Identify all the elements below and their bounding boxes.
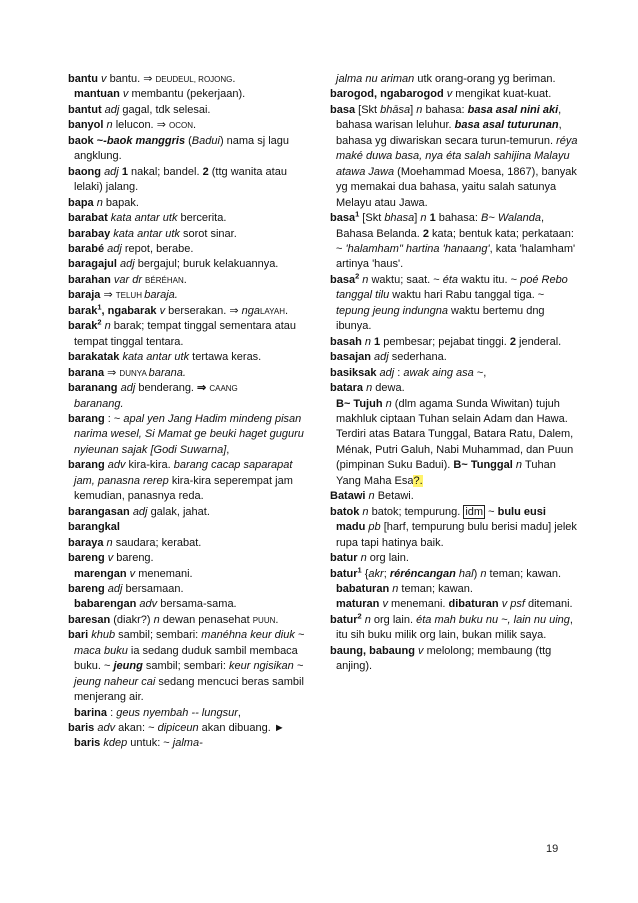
entry-text: baraya: [68, 536, 107, 549]
entry-text: ► baris: [74, 722, 285, 750]
entry-text: 2: [422, 227, 433, 240]
entry-text: (dlm agama Sunda Wiwitan) tujuh makhluk ciptaan Tuhan selain Adam dan Hawa. Terdiri atas Batara Tunggal, Batara Ratu, Dalem, Ménak, Putri Galuh, Nabi Muhammad, dan Puun (pimpinan Suku Badui).: [336, 397, 574, 472]
entry-text: khub: [91, 629, 119, 642]
entry-text: B~ Tunggal: [453, 459, 516, 472]
entry-text: benderang.: [138, 382, 198, 395]
entry-text: bantu: [68, 73, 101, 85]
entry-text: baragajul: [68, 258, 120, 271]
entry-text: , ngabarak: [101, 304, 160, 317]
entry-text: ]: [414, 212, 421, 225]
entry-text: bari: [68, 629, 92, 642]
entry-text: dewan penasehat: [162, 613, 253, 626]
entry-text: kdep: [103, 737, 131, 750]
entry-text: 1: [357, 564, 362, 574]
entry-text: ;: [383, 567, 390, 580]
entry-text: v: [101, 73, 110, 85]
dictionary-entry: [330, 644, 578, 675]
entry-text: apal yen Jang Hadim mindeng pisan narima wesel, Si Mamat ge beuki haget guguru nyieunan sajak: [74, 412, 304, 456]
dictionary-entry: [68, 288, 308, 303]
dictionary-subentry: [68, 397, 308, 412]
entry-text: bareng: [68, 552, 108, 565]
entry-text: n: [515, 459, 526, 472]
dictionary-subentry: [68, 87, 308, 102]
entry-text: .: [183, 273, 187, 286]
dictionary-entry: [330, 551, 578, 566]
dictionary-entry: [330, 273, 578, 335]
entry-text: batur: [330, 552, 361, 565]
entry-text: adj: [374, 351, 392, 364]
entry-text: tepung jeung indungna: [336, 304, 451, 317]
entry-text: melolong; membaung (ttg anjing).: [336, 644, 552, 673]
entry-text: awak aing asa: [403, 366, 477, 379]
entry-text: ditemani.: [527, 598, 573, 611]
dictionary-entry: [68, 134, 308, 165]
dictionary-entry: [68, 520, 308, 535]
dictionary-entry: [330, 103, 578, 211]
dictionary-entry: [330, 564, 578, 582]
entry-text: baris: [68, 722, 98, 735]
entry-text: dibaturan: [448, 598, 502, 611]
dictionary-entry: [330, 87, 578, 102]
entry-text: n: [101, 320, 114, 333]
entry-text: ) nama sj lagu angklung.: [74, 134, 290, 163]
entry-text: bantu.: [109, 73, 144, 85]
entry-text: bhāsa: [380, 103, 411, 116]
entry-text: n: [392, 582, 402, 595]
dictionary-entry: [68, 72, 308, 87]
entry-text: pb: [368, 521, 384, 534]
entry-text: ⇒: [197, 382, 210, 395]
entry-text: .: [285, 304, 289, 317]
entry-text: v: [382, 598, 392, 611]
entry-text: sederhana.: [391, 351, 447, 364]
entry-text: OCON: [168, 121, 193, 131]
dictionary-entry: [68, 628, 308, 705]
entry-text: ~,: [476, 366, 487, 379]
entry-text: galak, jahat.: [150, 505, 210, 518]
entry-text: , itu sih buku milik org lain, bukan milik saya.: [336, 613, 573, 642]
entry-text: , Bahasa Belanda.: [336, 212, 545, 240]
entry-text: barangkal: [68, 521, 120, 534]
entry-text: menemani.: [391, 598, 449, 611]
entry-text: basa: [330, 273, 356, 286]
entry-text: barina: [74, 706, 111, 719]
entry-text: n: [480, 567, 490, 580]
entry-text: pembesar; pejabat tinggi.: [383, 335, 510, 348]
entry-text: n: [366, 382, 376, 395]
entry-text: , bahasa warisan leluhur.: [336, 103, 562, 132]
entry-text: n: [420, 212, 430, 225]
entry-text: akan dibuang.: [201, 722, 274, 735]
entry-text: bercerita.: [180, 212, 227, 225]
dictionary-entry: [68, 721, 308, 752]
entry-text: waktu bertemu dng ibunya.: [336, 304, 545, 333]
entry-text: ⇒: [143, 73, 156, 85]
entry-text: gagal, tdk selesai.: [122, 103, 211, 116]
entry-text: baranang.: [74, 397, 124, 410]
entry-text: LAYAH: [259, 306, 285, 316]
dictionary-entry: [68, 412, 308, 458]
entry-text: basa asal nini aki: [467, 103, 559, 116]
entry-text: v: [129, 567, 139, 580]
entry-text: adv: [107, 459, 129, 472]
entry-text: (: [188, 134, 192, 147]
entry-text: repot, berabe.: [124, 242, 194, 255]
entry-text: tertawa keras.: [192, 351, 262, 364]
dictionary-entry: [68, 257, 308, 272]
entry-text: 1: [121, 165, 131, 178]
entry-text: baraja.: [144, 289, 178, 302]
entry-text: Badui: [191, 134, 220, 147]
entry-text: barang cacap saparapat jam, panasna rerep: [74, 459, 293, 487]
entry-text: v: [418, 644, 427, 657]
entry-text: barogod, ngabarogod: [330, 88, 447, 101]
entry-text: ): [473, 567, 481, 580]
dictionary-entry: [330, 211, 578, 273]
entry-text: éta mah buku nu ~, lain nu uing: [416, 613, 570, 626]
entry-text: ]: [410, 103, 417, 116]
entry-text: éta: [442, 273, 462, 286]
entry-text: baranang: [68, 382, 121, 395]
entry-text: 2: [202, 165, 212, 178]
entry-text: jalma nu ariman: [336, 73, 418, 85]
entry-text: -baok manggris: [103, 134, 189, 147]
entry-text: v psf: [501, 598, 528, 611]
entry-text: akr: [368, 567, 384, 580]
entry-text: baok ~: [68, 134, 104, 147]
entry-text: saudara; kerabat.: [115, 536, 202, 549]
entry-text: bersamaan.: [125, 582, 184, 595]
entry-text: basa: [330, 212, 356, 225]
entry-text: bulu eusi madu: [336, 505, 546, 534]
entry-text: n: [359, 273, 372, 286]
entry-text: mengikat kuat-kuat.: [455, 88, 552, 101]
entry-text: waktu; saat. ~: [371, 273, 443, 286]
entry-text: org lain.: [373, 613, 417, 626]
entry-text: .: [232, 73, 236, 85]
entry-text: (diakr?): [113, 613, 154, 626]
entry-text: adj: [107, 582, 126, 595]
entry-text: jalma-: [172, 737, 203, 750]
entry-text: 2: [509, 335, 520, 348]
entry-text: babarengan: [74, 598, 140, 611]
entry-text: lelucon.: [115, 119, 157, 132]
entry-text: barakatak: [68, 351, 123, 364]
entry-text: adj: [107, 242, 125, 255]
entry-text: B~ Tujuh: [336, 397, 386, 410]
dictionary-entry: [68, 196, 308, 211]
entry-text: adj: [104, 165, 122, 178]
entry-text: teman; kawan.: [401, 582, 473, 595]
dictionary-entry: [330, 366, 578, 381]
entry-text: kata antar utk: [122, 351, 193, 364]
dictionary-entry: [68, 551, 308, 566]
entry-text: poé Rebo tanggal tilu: [336, 273, 568, 302]
entry-text: kata antar utk: [110, 212, 181, 225]
entry-text: baung, babaung: [330, 644, 418, 657]
entry-text: :: [110, 706, 117, 719]
entry-text: barangasan: [68, 505, 133, 518]
entry-text: v: [122, 88, 132, 101]
entry-text: n: [385, 397, 395, 410]
entry-text: batok: [330, 505, 363, 518]
entry-text: sambil; sembari:: [145, 660, 229, 673]
entry-text: 2: [355, 271, 360, 281]
entry-text: .: [275, 613, 279, 626]
entry-text: kira-kira.: [128, 459, 174, 472]
entry-text: réréncangan: [389, 567, 459, 580]
entry-text: baong: [68, 165, 105, 178]
entry-text: réya maké duwa basa, nya éta salah sahijina Malayu atawa Jawa: [336, 134, 578, 178]
dictionary-entry: [330, 505, 578, 551]
entry-text: ~: [485, 505, 498, 518]
entry-text: var dr: [113, 273, 146, 286]
entry-text: org lain.: [369, 552, 409, 565]
entry-text: utk orang-orang yg beriman.: [417, 73, 556, 85]
entry-text: ⇒: [156, 119, 169, 132]
entry-text: B~ Walanda: [481, 212, 542, 225]
dictionary-entry: [68, 582, 308, 597]
entry-text: bahasa:: [425, 103, 468, 116]
entry-text: membantu (pekerjaan).: [131, 88, 246, 101]
entry-text: maturan: [336, 598, 383, 611]
entry-text: Betawi.: [377, 490, 414, 503]
entry-text: barana: [68, 366, 108, 379]
entry-text: baresan: [68, 613, 114, 626]
entry-text: barahan: [68, 273, 114, 286]
entry-text: n: [416, 103, 426, 116]
entry-text: 1: [97, 302, 102, 312]
entry-text: adv: [139, 598, 161, 611]
entry-text: basa: [330, 103, 359, 116]
entry-text: DEUDEUL, ROJONG: [155, 75, 233, 84]
entry-text: batara: [330, 382, 367, 395]
entry-text: teman; kawan.: [489, 567, 562, 580]
entry-text: DUNYA: [119, 368, 149, 378]
entry-text: idm: [465, 505, 484, 518]
entry-text: v: [107, 552, 117, 565]
entry-text: batur: [330, 613, 358, 626]
dictionary-subentry: [68, 597, 308, 612]
entry-text: kira-kira seperempat jam kemudian, panasnya reda.: [74, 474, 293, 503]
entry-text: dewa.: [375, 382, 405, 395]
dictionary-entry: [330, 350, 578, 365]
entry-text: bersama-sama.: [160, 598, 237, 611]
entry-text: TELUH: [115, 291, 145, 301]
entry-text: bahasa:: [438, 212, 481, 225]
entry-text: n: [360, 552, 370, 565]
entry-text: untuk: ~: [130, 737, 173, 750]
entry-text: :: [397, 366, 404, 379]
entry-text: bareng.: [116, 552, 154, 565]
entry-text: waktu hari Rabu tanggal tiga. ~: [392, 289, 545, 302]
entry-text: geus nyembah -- lungsur: [116, 706, 238, 719]
dictionary-entry: [68, 118, 308, 133]
entry-text: v: [446, 88, 456, 101]
dictionary-subentry: [68, 706, 308, 721]
entry-text: batok; tempurung.: [371, 505, 464, 518]
entry-text: barang: [68, 459, 108, 472]
dictionary-entry: [68, 366, 308, 381]
entry-text: [Godi Suwarna]: [150, 443, 227, 456]
dictionary-entry: [68, 350, 308, 365]
dictionary-subentry: [330, 397, 578, 490]
entry-text: barabay: [68, 227, 114, 240]
dictionary-entry: [68, 381, 308, 396]
entry-text: {: [361, 567, 369, 580]
entry-text: basah: [330, 335, 365, 348]
entry-text: marengan: [74, 567, 130, 580]
entry-text: adj: [120, 382, 139, 395]
entry-text: v: [159, 304, 169, 317]
dictionary-entry: [68, 211, 308, 226]
page-number: 19: [546, 843, 559, 855]
entry-text: barabat: [68, 212, 111, 225]
entry-text: bergajul; buruk kelakuannya.: [137, 258, 279, 271]
entry-text: Batawi: [330, 490, 369, 503]
entry-text: adj: [119, 258, 138, 271]
dictionary-entry: [330, 335, 578, 350]
entry-text: PUUN: [252, 615, 276, 625]
entry-text: n: [106, 119, 116, 132]
entry-text: 2: [97, 317, 102, 327]
entry-text: bapa: [68, 196, 97, 209]
entry-text: n: [361, 613, 374, 626]
entry-text: barang: [68, 412, 108, 425]
entry-text: [harf, tempurung bulu berisi madu] jelek rupa tapi hatinya baik.: [336, 521, 577, 549]
entry-text: sorot sinar.: [182, 227, 237, 240]
entry-text: Tuhan Yang Maha Esa: [336, 459, 556, 487]
entry-text: ia sedang duduk sambil membaca buku. ~: [74, 644, 298, 673]
dictionary-subentry: [68, 567, 308, 582]
dictionary-entry: [68, 103, 308, 118]
entry-text: ⇒: [103, 289, 116, 302]
entry-text: barak: [68, 320, 98, 333]
left-column: [68, 72, 308, 752]
entry-text: waktu itu. ~: [461, 273, 521, 286]
entry-text: keur ngisikan ~ jeung naheur cai: [74, 660, 304, 688]
entry-text: ,: [226, 443, 230, 456]
entry-text: adv: [97, 722, 119, 735]
entry-text: 1: [374, 335, 384, 348]
entry-text: jenderal.: [519, 335, 562, 348]
entry-text: [Skt: [358, 103, 381, 116]
entry-text: 1: [429, 212, 439, 225]
entry-text: mantuan: [74, 88, 123, 101]
entry-text: , kata 'halamham' artinya 'haus'.: [336, 242, 576, 271]
entry-text: jeung: [113, 660, 146, 673]
entry-text: manéhna keur diuk ~ maca buku: [74, 629, 305, 657]
entry-text: n: [368, 490, 378, 503]
dictionary-entry: [68, 536, 308, 551]
entry-text: adj: [104, 103, 123, 116]
dictionary-subentry: [330, 582, 578, 597]
entry-text: bapak.: [105, 196, 139, 209]
entry-text: barana.: [148, 366, 186, 379]
entry-text: (Moehammad Moesa, 1867), banyak yg memakai dua bahasa, yaitu salah satunya Melayu atau Jawa.: [336, 165, 577, 209]
dictionary-subentry: [330, 597, 578, 612]
entry-text: .: [192, 119, 197, 132]
entry-text: barabé: [68, 242, 108, 255]
entry-text: , bahasa yg diwariskan secara turun-temurun.: [336, 119, 562, 147]
entry-text: [Skt: [359, 212, 385, 225]
entry-text: menemani.: [138, 567, 193, 580]
dictionary-entry: [68, 227, 308, 242]
entry-text: akan: ~: [118, 722, 158, 735]
entry-text: : ~: [107, 412, 124, 425]
dictionary-subentry: [330, 72, 578, 87]
dictionary-entry: [330, 381, 578, 396]
entry-text: sedang mencuci beras sambil menjerang air.: [74, 675, 304, 704]
entry-text: nga: [241, 304, 260, 317]
entry-text: (ttg wanita atau lelaki) jalang.: [74, 165, 287, 194]
entry-text: n: [96, 196, 106, 209]
dictionary-entry: [68, 242, 308, 257]
entry-text: basa asal tuturunan: [454, 119, 559, 132]
entry-text: bantut: [68, 103, 105, 116]
entry-text: berserakan. ⇒: [168, 304, 242, 317]
entry-text: basajan: [330, 351, 375, 364]
entry-text: n: [106, 536, 116, 549]
dictionary-entry: [68, 165, 308, 196]
dictionary-entry: [68, 458, 308, 504]
entry-text: n: [362, 505, 372, 518]
right-column: [330, 72, 578, 675]
entry-text: sambil; sembari:: [118, 629, 202, 642]
entry-text: bareng: [68, 582, 108, 595]
entry-text: ⇒: [107, 366, 120, 379]
entry-text: n: [153, 613, 163, 626]
entry-text: kata; bentuk kata; perkataan: ~: [336, 227, 574, 255]
entry-text: baraja: [68, 289, 104, 302]
entry-text: dipiceun: [157, 722, 202, 735]
entry-text: adj: [379, 366, 398, 379]
dictionary-entry: [330, 613, 578, 644]
entry-text: batur: [330, 567, 358, 580]
entry-text: barak; tempat tinggal sementara atau tempat tinggal tentara.: [74, 320, 296, 348]
entry-text: babaturan: [336, 582, 393, 595]
entry-text: 'halamham" hartina 'hanaang': [345, 242, 490, 255]
entry-text: BÉRÉHAN: [145, 275, 184, 285]
entry-text: ,: [237, 706, 241, 719]
entry-text: kata antar utk: [113, 227, 183, 240]
entry-text: barak: [68, 304, 98, 317]
entry-text: 2: [357, 611, 362, 621]
dictionary-entry: [68, 273, 308, 288]
entry-text: CAANG: [209, 384, 238, 394]
entry-text: ?.: [413, 474, 423, 487]
entry-text: adj: [132, 505, 151, 518]
dictionary-entry: [68, 613, 308, 628]
entry-text: hal: [458, 567, 474, 580]
dictionary-entry: [68, 304, 308, 319]
entry-text: bhasa: [384, 212, 415, 225]
dictionary-entry: [68, 505, 308, 520]
entry-text: basiksak: [330, 366, 380, 379]
entry-text: n: [364, 335, 375, 348]
entry-text: 1: [355, 209, 360, 219]
dictionary-entry: [330, 489, 578, 504]
dictionary-entry: [68, 319, 308, 350]
entry-text: nakal; bandel.: [131, 165, 203, 178]
entry-text: banyol: [68, 119, 107, 132]
